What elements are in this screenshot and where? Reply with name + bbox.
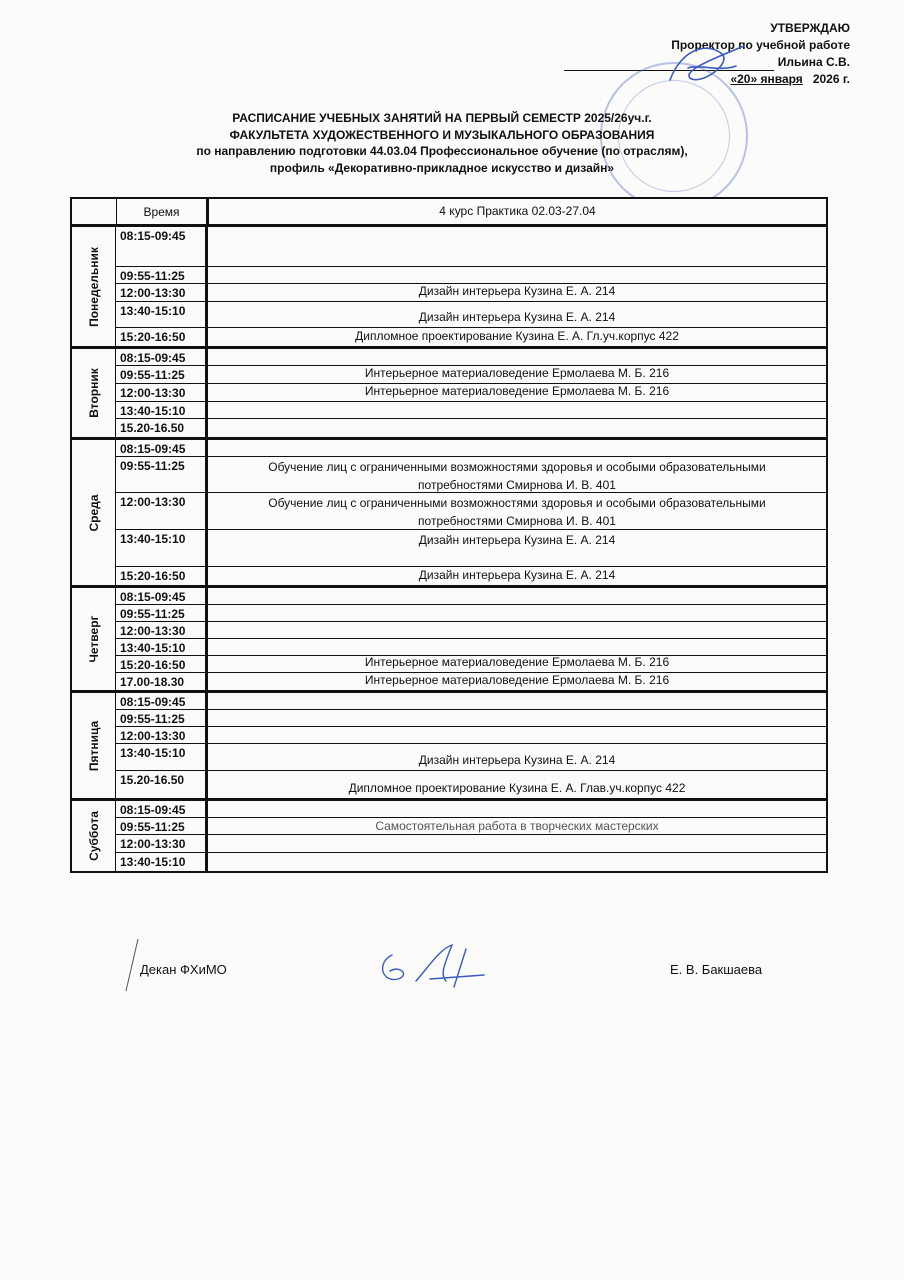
schedule-row bbox=[116, 302, 826, 328]
time-cell: 08:15-09:45 bbox=[116, 588, 208, 604]
table-body bbox=[72, 227, 826, 871]
subject-cell bbox=[208, 227, 826, 266]
schedule-row bbox=[116, 588, 826, 605]
table-header bbox=[72, 199, 826, 227]
subject-cell bbox=[208, 349, 826, 365]
day-block bbox=[72, 349, 826, 440]
day-name-cell bbox=[72, 440, 116, 585]
time-cell: 09:55-11:25 bbox=[116, 605, 208, 621]
schedule-row bbox=[116, 710, 826, 727]
schedule-row bbox=[116, 744, 826, 771]
schedule-row bbox=[116, 567, 826, 585]
approval-word: УТВЕРЖДАЮ bbox=[770, 21, 850, 35]
time-cell: 17.00-18.30 bbox=[116, 673, 208, 690]
approval-date-day: «20» января bbox=[730, 72, 803, 86]
day-block bbox=[72, 440, 826, 588]
day-name: Пятница bbox=[86, 720, 101, 771]
subject-cell bbox=[208, 267, 826, 283]
subject-cell: Обучение лиц с ограниченными возможностями здоровья и особыми образовательными потребностями Смирнова И. В. 401 bbox=[268, 496, 766, 528]
day-block bbox=[72, 693, 826, 801]
schedule-row bbox=[116, 457, 826, 493]
schedule-row bbox=[116, 771, 826, 798]
time-cell: 09:55-11:25 bbox=[116, 366, 208, 383]
time-cell: 08:15-09:45 bbox=[116, 227, 208, 266]
day-name: Четверг bbox=[86, 615, 101, 663]
day-name-cell bbox=[72, 349, 116, 437]
time-cell: 12:00-13:30 bbox=[116, 384, 208, 401]
time-cell: 15.20-16.50 bbox=[116, 771, 208, 798]
subject-cell: Дизайн интерьера Кузина Е. А. 214 bbox=[418, 284, 616, 298]
time-cell: 08:15-09:45 bbox=[116, 440, 208, 456]
title-line-4: профиль «Декоративно-прикладное искусство и дизайн» bbox=[269, 160, 615, 175]
approval-date-year: 2026 г. bbox=[812, 72, 850, 86]
subject-cell bbox=[208, 835, 826, 852]
time-cell: 15:20-16:50 bbox=[116, 567, 208, 585]
schedule-row bbox=[116, 328, 826, 346]
schedule-row bbox=[116, 284, 826, 302]
subject-cell: Интерьерное материаловедение Ермолаева М. Б. 216 bbox=[364, 673, 670, 687]
time-cell: 13:40-15:10 bbox=[116, 853, 208, 871]
time-cell: 13:40-15:10 bbox=[116, 744, 208, 770]
dean-signature bbox=[370, 935, 500, 995]
day-name: Суббота bbox=[86, 811, 101, 861]
schedule-row bbox=[116, 673, 826, 690]
subject-cell bbox=[208, 801, 826, 817]
subject-cell bbox=[208, 853, 826, 871]
schedule-row bbox=[116, 530, 826, 567]
approval-position: Проректор по учебной работе bbox=[671, 38, 850, 52]
schedule-row bbox=[116, 853, 826, 871]
time-cell: 12:00-13:30 bbox=[116, 622, 208, 638]
subject-cell: Интерьерное материаловедение Ермолаева М. Б. 216 bbox=[364, 384, 670, 398]
time-cell: 12:00-13:30 bbox=[116, 284, 208, 301]
subject-cell bbox=[208, 622, 826, 638]
schedule-row bbox=[116, 727, 826, 744]
dean-name: Е. В. Бакшаева bbox=[670, 962, 763, 977]
time-cell: 12:00-13:30 bbox=[116, 727, 208, 743]
time-cell: 09:55-11:25 bbox=[116, 818, 208, 834]
time-cell: 08:15-09:45 bbox=[116, 349, 208, 365]
day-block bbox=[72, 801, 826, 871]
schedule-row bbox=[116, 693, 826, 710]
subject-cell: Интерьерное материаловедение Ермолаева М. Б. 216 bbox=[364, 655, 670, 669]
day-name-cell bbox=[72, 588, 116, 690]
time-cell: 15:20-16:50 bbox=[116, 328, 208, 346]
title-line-1: РАСПИСАНИЕ УЧЕБНЫХ ЗАНЯТИЙ НА ПЕРВЫЙ СЕМЕСТР 2025/26уч.г. bbox=[232, 111, 652, 125]
schedule-row bbox=[116, 818, 826, 835]
title-line-3: по направлению подготовки 44.03.04 Профессиональное обучение (по отраслям), bbox=[196, 144, 688, 158]
time-cell: 09:55-11:25 bbox=[116, 457, 208, 492]
approval-name: Ильина С.В. bbox=[777, 55, 850, 69]
dean-title: Декан ФХиМО bbox=[140, 962, 227, 977]
schedule-row bbox=[116, 801, 826, 818]
day-block bbox=[72, 227, 826, 349]
header-time: Время bbox=[117, 199, 209, 224]
time-cell: 12:00-13:30 bbox=[116, 493, 208, 529]
schedule-row bbox=[116, 835, 826, 853]
day-name-cell bbox=[72, 227, 116, 346]
time-cell: 15.20-16.50 bbox=[116, 419, 208, 437]
header-group: 4 курс Практика 02.03-27.04 bbox=[439, 204, 596, 218]
signature-line bbox=[564, 58, 774, 71]
time-cell: 09:55-11:25 bbox=[116, 710, 208, 726]
time-cell: 13:40-15:10 bbox=[116, 530, 208, 566]
schedule-row bbox=[116, 440, 826, 457]
subject-cell bbox=[208, 402, 826, 418]
title-line-2: ФАКУЛЬТЕТА ХУДОЖЕСТВЕННОГО И МУЗЫКАЛЬНОГО ОБРАЗОВАНИЯ bbox=[229, 127, 655, 142]
schedule-row bbox=[116, 384, 826, 402]
day-name-cell bbox=[72, 801, 116, 871]
time-cell: 13:40-15:10 bbox=[116, 302, 208, 327]
time-cell: 08:15-09:45 bbox=[116, 801, 208, 817]
subject-cell bbox=[208, 588, 826, 604]
time-cell: 12:00-13:30 bbox=[116, 835, 208, 852]
time-cell: 09:55-11:25 bbox=[116, 267, 208, 283]
subject-cell: Дизайн интерьера Кузина Е. А. 214 bbox=[418, 568, 616, 582]
schedule-row bbox=[116, 622, 826, 639]
subject-cell: Интерьерное материаловедение Ермолаева М. Б. 216 bbox=[364, 366, 670, 380]
schedule-row bbox=[116, 493, 826, 530]
schedule-row bbox=[116, 402, 826, 419]
schedule-table bbox=[70, 197, 828, 873]
schedule-row bbox=[116, 227, 826, 267]
subject-cell bbox=[208, 605, 826, 621]
subject-cell bbox=[208, 710, 826, 726]
approval-block bbox=[564, 20, 850, 88]
subject-cell bbox=[208, 419, 826, 437]
time-cell: 08:15-09:45 bbox=[116, 693, 208, 709]
subject-cell bbox=[208, 440, 826, 456]
subject-cell: Дизайн интерьера Кузина Е. А. 214 bbox=[418, 533, 616, 547]
day-block bbox=[72, 588, 826, 693]
document-title bbox=[0, 110, 904, 176]
day-name: Понедельник bbox=[86, 246, 101, 327]
day-name: Среда bbox=[86, 494, 101, 531]
subject-cell: Дипломное проектирование Кузина Е. А. Глав.уч.корпус 422 bbox=[348, 781, 686, 795]
subject-cell bbox=[208, 727, 826, 743]
schedule-row bbox=[116, 605, 826, 622]
subject-cell bbox=[208, 693, 826, 709]
subject-cell: Самостоятельная работа в творческих мастерских bbox=[375, 818, 659, 833]
subject-cell: Дизайн интерьера Кузина Е. А. 214 bbox=[418, 310, 616, 324]
subject-cell: Дизайн интерьера Кузина Е. А. 214 bbox=[418, 753, 616, 767]
time-cell: 15:20-16:50 bbox=[116, 656, 208, 672]
day-name-cell bbox=[72, 693, 116, 798]
schedule-row bbox=[116, 419, 826, 437]
day-name: Вторник bbox=[86, 368, 101, 418]
time-cell: 13:40-15:10 bbox=[116, 402, 208, 418]
subject-cell: Дипломное проектирование Кузина Е. А. Гл.уч.корпус 422 bbox=[355, 329, 679, 343]
pen-stroke bbox=[122, 935, 142, 995]
subject-cell: Обучение лиц с ограниченными возможностями здоровья и особыми образовательными потребностями Смирнова И. В. 401 bbox=[268, 460, 766, 492]
time-cell: 13:40-15:10 bbox=[116, 639, 208, 655]
